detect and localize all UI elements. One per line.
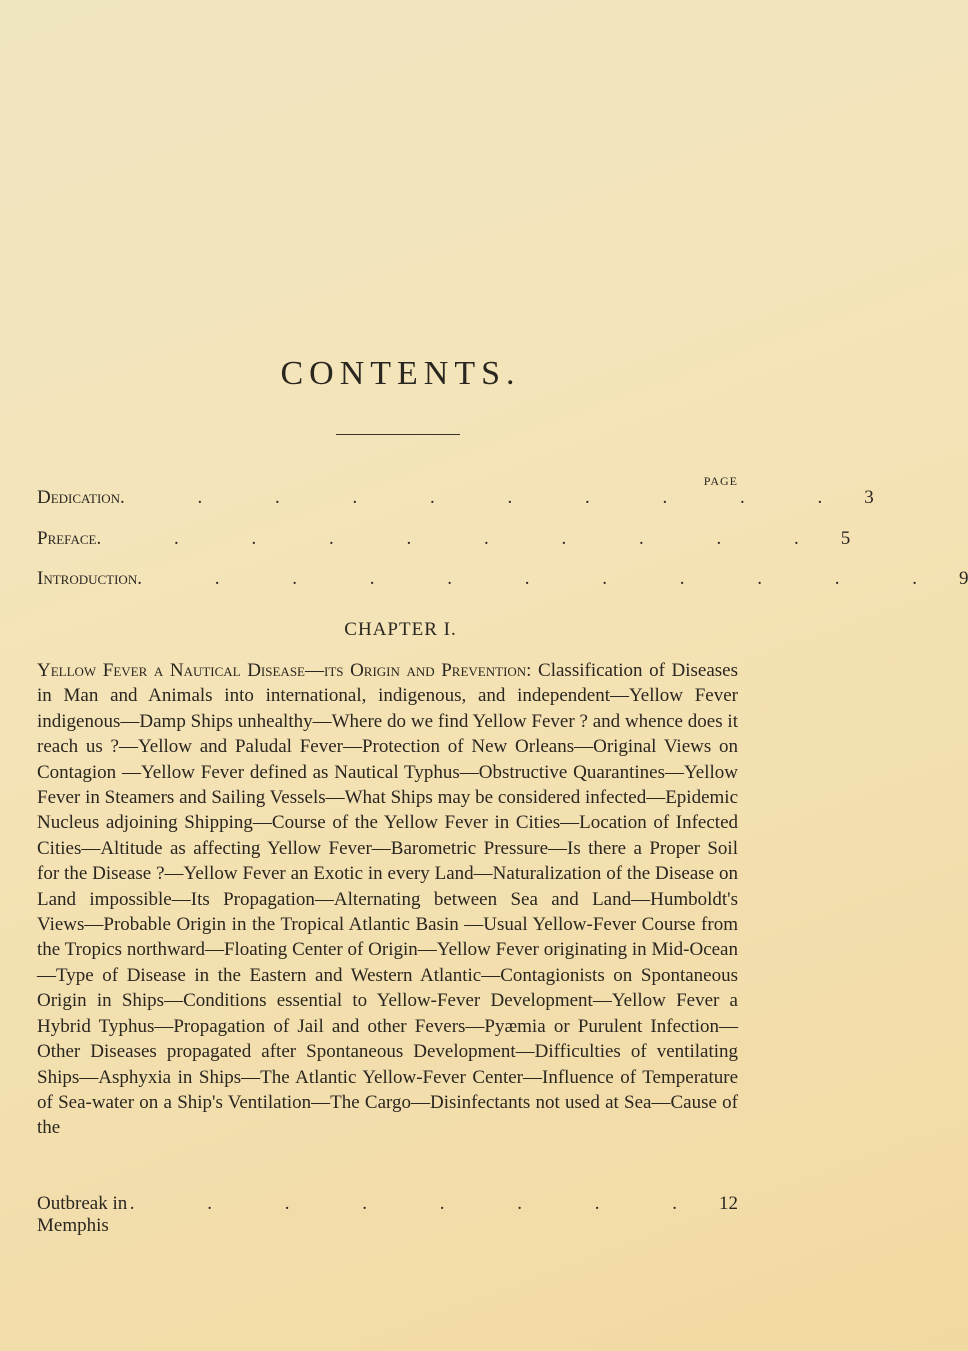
toc-leader-dots: . . . . . . . . . . <box>96 528 833 549</box>
title-rule <box>336 434 460 435</box>
toc-entry-preface[interactable] <box>37 528 851 554</box>
chapter-summary[interactable] <box>37 658 738 1141</box>
toc-leader-dots: . . . . . . . . <box>129 1193 711 1214</box>
chapter-final-text: Outbreak in Memphis <box>37 1193 128 1236</box>
chapter-heading: CHAPTER I. <box>344 619 457 640</box>
page-title: CONTENTS. <box>280 355 521 392</box>
toc-entry-label: Introduction <box>37 568 138 589</box>
toc-leader-dots: . . . . . . . . . . . <box>137 568 951 589</box>
page-column-label: PAGE <box>703 474 738 488</box>
chapter-synopsis: Classification of Diseases in Man and Animals into international, indigenous, and independent—Yellow Fever indigenous—Damp Ships unhealthy—Where do we find Yellow Fever ? and whence does it reach us ?—Yellow and Paludal Fever—Protection of New Orleans—Original Views on Contagion —Yellow Fever defined as Nautical Typhus—Obstructive Quarantines—Yellow Fever in Steamers and Sailing Vessels—What Ships may be considered infected—Epidemic Nucleus adjoining Shipping—Course of the Yellow Fever in Cities—Location of Infected Cities—Altitude as affecting Yellow Fever—Barometric Pressure—Is there a Proper Soil for the Disease ?—Yellow Fever an Exotic in every Land—Naturalization of the Disease on Land impossible—Its Propagation—Alternating between Sea and Land—Humboldt's Views—Probable Origin in the Tropical Atlantic Basin —Usual Yellow-Fever Course from the Tropics northward—Floating Center of Origin—Yellow Fever originating in Mid-Ocean—Type of Disease in the Eastern and Western Atlantic—Contagionists on Spontaneous Origin in Ships—Conditions essential to Yellow-Fever Development—Yellow Fever a Hybrid Typhus—Propagation of Jail and other Fevers—Pyæmia or Purulent Infection—Other Diseases propagated after Spontaneous Development—Difficulties of ventilating Ships—Asphyxia in Ships—The Atlantic Yellow-Fever Center—Influence of Temperature of Sea-water on a Ship's Ventilation—The Cargo—Disinfectants not used at Sea—Cause of the <box>37 660 738 1139</box>
toc-entry-page: 9 <box>958 568 968 589</box>
toc-leader-dots: . . . . . . . . . . <box>120 487 857 508</box>
toc-entry-page: 3 <box>864 487 874 508</box>
chapter-title: Yellow Fever a Nautical Disease—its Origin and Prevention: <box>37 660 532 681</box>
toc-entry-label: Dedication <box>37 487 121 508</box>
toc-entry-dedication[interactable] <box>37 487 874 513</box>
toc-entry-page: 5 <box>840 528 851 549</box>
chapter-final-line[interactable] <box>37 1193 738 1237</box>
toc-entry-introduction[interactable] <box>37 568 968 594</box>
chapter-page: 12 <box>719 1193 738 1214</box>
toc-entry-label: Preface <box>37 528 97 549</box>
